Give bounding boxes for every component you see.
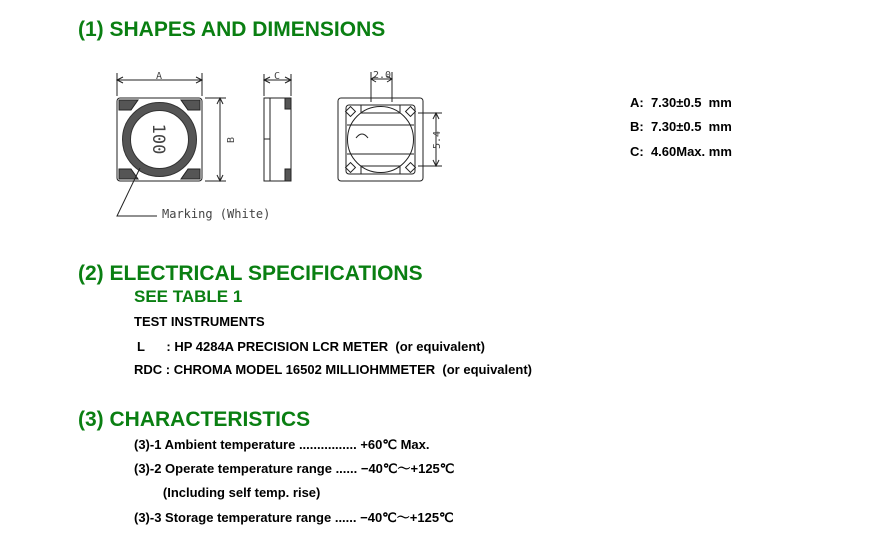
marking-note: Marking (White)	[162, 207, 271, 221]
marking-code: 100	[148, 123, 168, 155]
characteristic-note: (Including self temp. rise)	[134, 485, 321, 500]
instrument-rdc: RDC : CHROMA MODEL 16502 MILLIOHMMETER (or equivalent)	[134, 362, 532, 377]
section-heading-electrical: (2) ELECTRICAL SPECIFICATIONS	[78, 262, 423, 285]
characteristic-storage: (3)-3 Storage temperature range ...... −40℃～+125℃	[134, 510, 454, 525]
dimension-c: C: 4.60Max. mm	[630, 144, 732, 159]
dimension-b: B: 7.30±0.5 mm	[630, 119, 732, 134]
dimension-drawing	[100, 58, 445, 228]
dim-label-2-0: 2.0	[372, 70, 392, 81]
dimension-a: A: 7.30±0.5 mm	[630, 95, 732, 110]
characteristic-operate: (3)-2 Operate temperature range ...... −40℃～+125℃	[134, 461, 455, 476]
characteristic-ambient: (3)-1 Ambient temperature ................ +60℃ Max.	[134, 437, 430, 452]
side-view	[264, 74, 291, 181]
dim-label-a: A	[155, 71, 163, 82]
dim-label-c: C	[273, 71, 281, 82]
dim-label-b: B	[226, 136, 237, 144]
bottom-view	[338, 72, 442, 181]
dim-label-5-4: 5.4	[432, 130, 443, 150]
test-instruments-title: TEST INSTRUMENTS	[134, 314, 265, 329]
section-heading-characteristics: (3) CHARACTERISTICS	[78, 408, 311, 431]
section-heading-shapes: (1) SHAPES AND DIMENSIONS	[78, 18, 386, 41]
see-table-label: SEE TABLE 1	[134, 287, 243, 306]
instrument-l: L : HP 4284A PRECISION LCR METER (or equivalent)	[137, 339, 485, 354]
top-view	[117, 73, 226, 181]
